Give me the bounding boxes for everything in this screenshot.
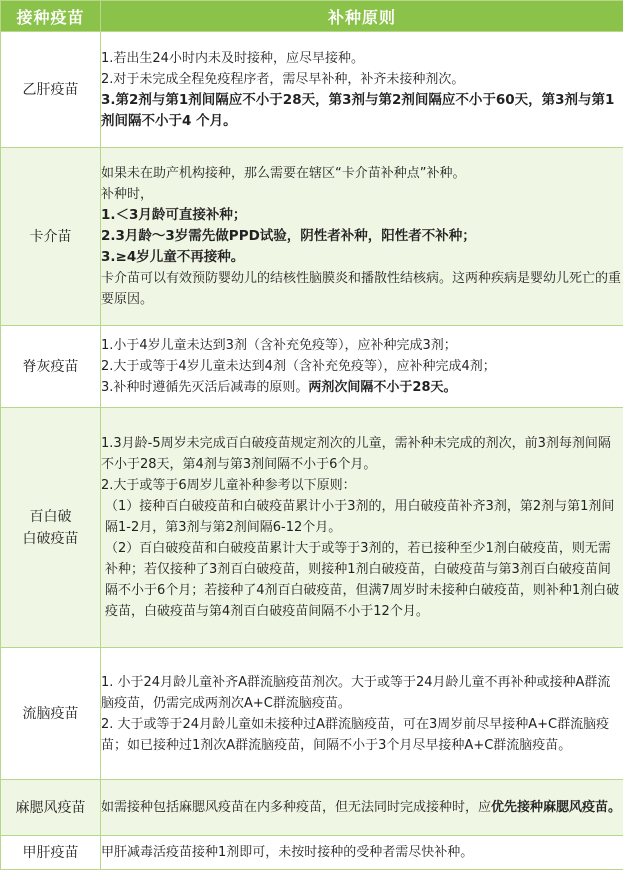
vaccine-name: 甲肝疫苗 (1, 836, 101, 870)
table-row-hepatitis-a (1, 836, 623, 870)
catch-up-rules (101, 32, 623, 148)
catch-up-rules (101, 326, 623, 408)
vaccine-name: 脊灰疫苗 (1, 326, 101, 408)
rule-line: 1.小于4岁儿童未达到3剂（含补充免疫等），应补种完成3剂； (101, 338, 457, 353)
rule-line: 2.3月龄～3岁需先做PPD试验，阴性者补种，阳性者不补种； (101, 228, 476, 244)
catch-up-rules (101, 408, 623, 648)
table-header-row (1, 1, 623, 32)
rule-text: 3.补种时遵循先灭活后减毒的原则。 (101, 380, 309, 395)
vaccine-name-line: 百白破 (29, 508, 72, 525)
rule-line: 1.若出生24小时内未及时接种，应尽早接种。 (101, 50, 364, 66)
rule-line: 2.对于未完成全程免疫程序者，需尽早补种，补齐未接种剂次。 (101, 71, 465, 87)
rule-line: （1）接种百白破疫苗和白破疫苗累计小于3剂的，用白破疫苗补齐3剂，第2剂与第1剂间隔1-2月，第3剂与第2剂间隔6-12个月。 (105, 499, 615, 535)
rule-line: 1. 小于24月龄儿童补齐A群流脑疫苗剂次。大于或等于24月龄儿童不再补种或接种A群流脑疫苗，仍需完成两剂次A+C群流脑疫苗。 (101, 674, 611, 711)
rule-line: 3.第2剂与第1剂间隔应不小于28天，第3剂与第2剂间隔应不小于60天，第3剂与第1剂间隔不小于4 个月。 (101, 91, 615, 129)
rule-line: 1.＜3月龄可直接补种； (101, 207, 247, 223)
vaccine-name-line: 白破疫苗 (22, 530, 79, 547)
header-vaccine: 接种疫苗 (1, 1, 101, 32)
vaccine-name: 麻腮风疫苗 (1, 780, 101, 836)
rule-line: （2）百白破疫苗和白破疫苗累计大于或等于3剂的，若已接种至少1剂白破疫苗，则无需补种；若仅接种了3剂百白破疫苗，则接种1剂白破疫苗，白破疫苗与第3剂百白破疫苗间隔不小于6个月；若接种了4剂百白破疫苗，但满7周岁时未接种白破疫苗，则补种1剂白破疫苗，白破疫苗与第4剂百白破疫苗间隔不小于12个月。 (105, 541, 620, 619)
rule-line (101, 377, 623, 398)
rule-line: 2.大于或等于4岁儿童未达到4剂（含补充免疫等），应补种完成4剂； (101, 359, 496, 374)
vaccine-name: 乙肝疫苗 (1, 32, 101, 148)
rule-line: 如果未在助产机构接种，那么需要在辖区“卡介苗补种点”补种。 (101, 166, 466, 181)
rule-line: 卡介苗可以有效预防婴幼儿的结核性脑膜炎和播散性结核病。这两种疾病是婴幼儿死亡的重要原因。 (101, 271, 622, 307)
rule-emphasis: 优先接种麻腮风疫苗。 (491, 800, 622, 815)
rule-line: 甲肝减毒活疫苗接种1剂即可，未按时接种的受种者需尽快补种。 (101, 845, 474, 860)
vaccine-name: 卡介苗 (1, 148, 101, 326)
catch-up-rules (101, 836, 623, 870)
table-row-mmr (1, 780, 623, 836)
rule-emphasis: 两剂次间隔不小于28天。 (308, 380, 457, 395)
rule-line (101, 797, 623, 818)
rule-line: 2. 大于或等于24月龄儿童如未接种过A群流脑疫苗，可在3周岁前尽早接种A+C群流脑疫苗；如已接种过1剂次A群流脑疫苗，间隔不小于3个月尽早接种A+C群流脑疫苗。 (101, 716, 610, 753)
rule-line: 2.大于或等于6周岁儿童补种参考以下原则： (101, 478, 356, 493)
table-row-hepatitis-b (1, 32, 623, 148)
vaccine-name (1, 408, 101, 648)
catch-up-rules (101, 780, 623, 836)
table-row-bcg (1, 148, 623, 326)
table-row-dtap (1, 408, 623, 648)
rule-line: 1.3月龄-5周岁未完成百白破疫苗规定剂次的儿童，需补种未完成的剂次，前3剂每剂间隔不小于28天，第4剂与第3剂间隔不小于6个月。 (101, 436, 611, 472)
vaccine-name: 流脑疫苗 (1, 648, 101, 780)
rule-line: 补种时， (101, 187, 154, 202)
rule-text: 如需接种包括麻腮风疫苗在内多种疫苗，但无法同时完成接种时，应 (101, 800, 492, 815)
rule-line: 3.≥4岁儿童不再接种。 (101, 249, 245, 265)
catch-up-rules (101, 648, 623, 780)
catch-up-rules (101, 148, 623, 326)
table-row-meningococcal (1, 648, 623, 780)
header-principle: 补种原则 (101, 1, 623, 32)
table-row-polio (1, 326, 623, 408)
